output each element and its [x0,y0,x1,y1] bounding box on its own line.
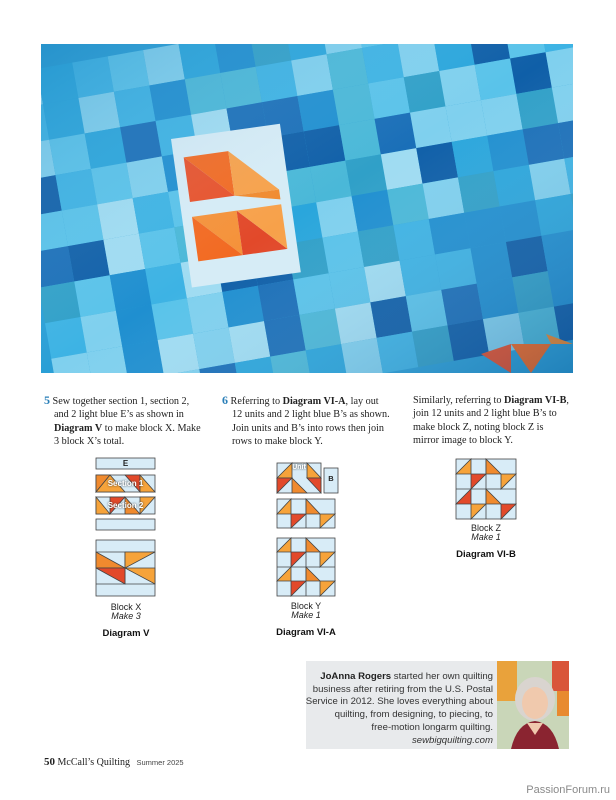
block-z-label: Block Z Make 1 [470,523,501,542]
block-y-label: Block Y Make 1 [290,601,322,620]
step-number: 5 [44,393,50,407]
author-portrait [497,661,569,749]
author-bio-text: JoAnna Rogers started her own quilting business after retiring from the U.S. Postal Service in 2012. She loves everything about quilting, from designing, to piecing, to free-motion longarm quilting. sewbigquilting.com [305,671,493,746]
label-e: E [122,459,129,468]
page-number: 50 [44,756,55,768]
block-x-label: Block X Make 3 [110,602,142,621]
page-footer [44,756,184,768]
author-name: JoAnna Rogers [320,671,392,682]
author-website[interactable]: sewbigquilting.com [411,734,493,746]
author-bio-box [306,661,569,749]
diagram-v [95,457,157,602]
magazine-name: McCall’s Quilting [57,757,130,768]
diagram-vi-b-caption: Diagram VI-B [456,549,516,560]
step-6-text: 6 Referring to Diagram VI-A, lay out 12 units and 2 light blue B’s as shown. Join units and B’s into rows then join rows to make block Y. [222,393,390,447]
diagram-vi-a-caption: Diagram VI-A [276,627,336,638]
step-6-continued-text: Similarly, referring to Diagram VI-B, join 12 units and 2 light blue B’s to make block Z, noting block Z is mirror image to block Y. [413,395,569,446]
issue-label: Summer 2025 [136,758,184,767]
diagram-v-caption: Diagram V [102,628,150,639]
diagram-vi-b [455,458,517,525]
label-b: B [328,474,334,483]
label-section-1: Section 1 [107,479,144,488]
label-unit: Unit [292,464,306,471]
watermark: PassionForum.ru [526,784,610,796]
label-section-2: Section 2 [107,501,144,510]
step-5-text: 5 Sew together section 1, section 2, and 2 light blue E’s as shown in Diagram V to make block X. Make 3 block X’s total. [44,393,201,447]
step-number: 6 [222,393,228,407]
diagram-vi-a [273,460,341,605]
quilt-photo [41,44,573,373]
